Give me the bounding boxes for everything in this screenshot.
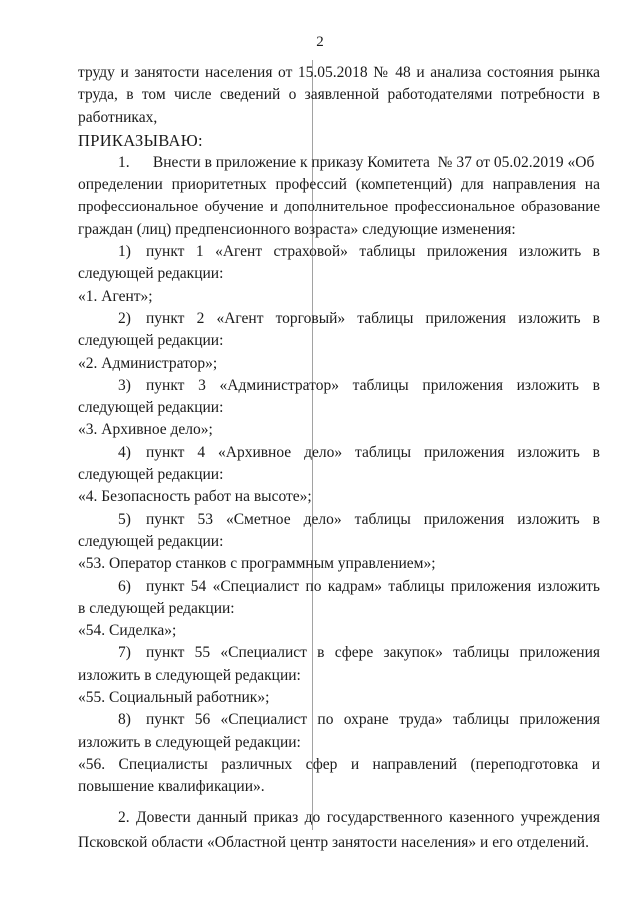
item-text: пункт 1 «Агент страховой» таблицы приложения изложить в [146,243,600,261]
list-item [78,241,600,263]
item-continuation: следующей редакции: [78,532,224,550]
para2-line-1: 2. Довести данный приказ до государственного казенного учреждения [118,808,600,826]
item-text: пункт 54 «Специалист по кадрам» таблицы приложения изложить [146,577,600,595]
page-number: 2 [316,34,324,50]
item-number: 7) [118,644,131,662]
item-text: пункт 2 «Агент торговый» таблицы приложения изложить в [146,309,600,327]
list-item [78,509,600,531]
list-item [78,308,600,330]
item-new-wording: «3. Архивное дело»; [78,421,213,439]
item-new-wording: «55. Социальный работник»; [78,689,270,707]
item-continuation: изложить в следующей редакции: [78,666,301,684]
list-item [78,709,600,731]
item-text: пункт 56 «Специалист по охране труда» таблицы приложения [146,711,600,729]
item-number: 3) [118,376,131,394]
item-new-wording-line-1: «56. Специалисты различных сфер и направлений (переподготовка и [78,755,600,773]
list-item [78,642,600,664]
intro-line-3: работниках, [78,108,158,126]
para1-line-3: профессиональное обучение и дополнительное профессиональное образование [78,199,600,216]
item-continuation: следующей редакции: [78,466,224,484]
intro-line-2: труда, в том числе сведений о заявленной работодателями потребности в [78,86,600,104]
para1-line-2: определении приоритетных профессий (компетенций) для направления на [78,176,600,194]
item-number: 8) [118,711,131,729]
item-text: пункт 53 «Сметное дело» таблицы приложения изложить в [146,510,600,528]
item-continuation: следующей редакции: [78,265,224,283]
item-text: пункт 4 «Архивное дело» таблицы приложения изложить в [146,443,600,461]
item-number: 1) [118,243,131,261]
para1-line-1: 1. Внести в приложение к приказу Комитета № 37 от 05.02.2019 «Об [118,153,595,171]
intro-line-1: труду и занятости населения от 15.05.2018 № 48 и анализа состояния рынка [78,64,600,81]
document-body [78,62,600,857]
item-number: 2) [118,309,131,327]
item-continuation: следующей редакции: [78,399,224,417]
item-number: 5) [118,510,131,528]
item-new-wording: «1. Агент»; [78,287,153,305]
item-text: пункт 3 «Администратор» таблицы приложения изложить в [146,376,600,394]
item-continuation: следующей редакции: [78,332,224,350]
order-heading: ПРИКАЗЫВАЮ: [78,130,203,150]
list-item [78,375,600,397]
item-new-wording: «54. Сиделка»; [78,622,177,640]
item-new-wording-line-2: повышение квалификации». [78,778,265,796]
item-continuation: изложить в следующей редакции: [78,733,301,751]
item-text: пункт 55 «Специалист в сфере закупок» таблицы приложения [146,644,600,662]
item-new-wording: «53. Оператор станков с программным управлением»; [78,555,436,573]
item-number: 4) [118,443,131,461]
para1-line-4: граждан (лиц) предпенсионного возраста» следующие изменения: [78,220,516,238]
list-item [78,442,600,464]
item-continuation: в следующей редакции: [78,599,235,617]
item-new-wording: «2. Администратор»; [78,354,218,372]
para2-line-2: Псковской области «Областной центр занятости населения» и его отделений. [78,833,589,851]
item-number: 6) [118,577,131,595]
item-new-wording: «4. Безопасность работ на высоте»; [78,488,312,506]
list-item [78,576,600,598]
